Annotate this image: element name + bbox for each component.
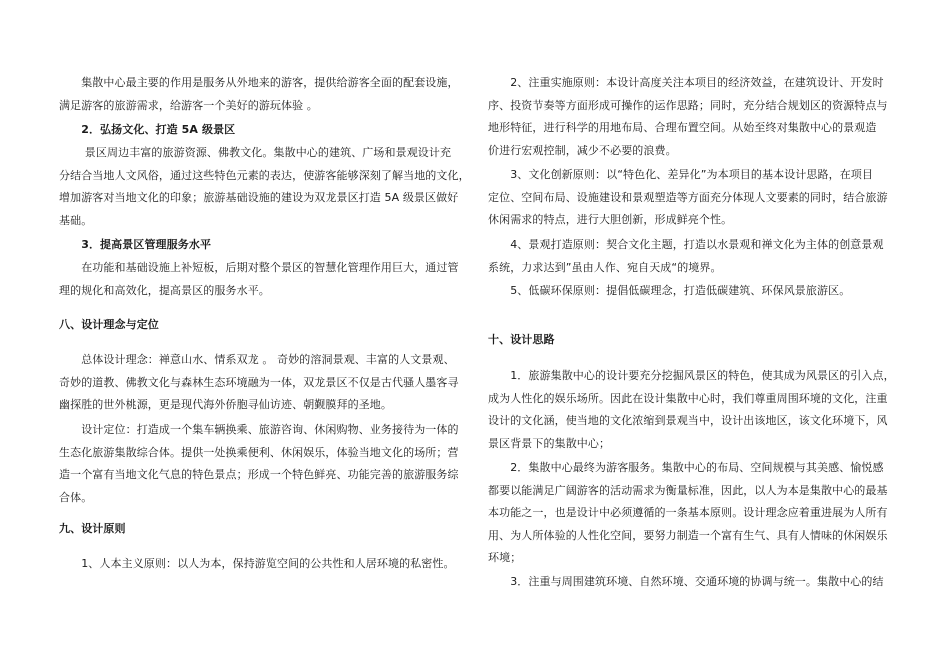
section-heading xyxy=(59,518,463,541)
text-line: 成为人性化的娱乐场所。因此在设计集散中心时，我们尊重周围环境的文化，注重 xyxy=(488,391,888,405)
text-line: 总体设计理念：禅意山水、情系双龙 。 奇妙的溶洞景观、丰富的人文景观、 xyxy=(59,353,455,366)
text-line: 序、投资节奏等方面形成可操作的运作思路；同时，充分结合规划区的资源特点与 xyxy=(488,98,888,112)
text-line: 理的规化和高效化，提高景区的服务水平。 xyxy=(59,283,270,297)
paragraph xyxy=(59,349,463,417)
text-line: 基础。 xyxy=(59,213,93,227)
paragraph xyxy=(488,571,893,594)
paragraph xyxy=(488,365,893,455)
text-line: 设计定位：打造成一个集车辆换乘、旅游咨询、休闲购物、业务接待为一体的 xyxy=(59,423,459,436)
text-line: 合体。 xyxy=(59,490,93,504)
text-line: 奇妙的道教、佛教文化与森林生态环境融为一体，双龙景区不仅是古代骚人墨客寻 xyxy=(59,375,459,389)
text-line: 4、景观打造原则：契合文化主题，打造以水景观和禅文化为主体的创意景观 xyxy=(488,238,884,251)
text-line: 3．注重与周围建筑环境、自然环境、交通环境的协调与统一。集散中心的结 xyxy=(488,575,884,588)
text-line: 造一个富有当地文化气息的特色景点；形成一个特色鲜亮、功能完善的旅游服务综 xyxy=(59,468,459,481)
text-line: 满足游客的旅游需求，给游客一个美好的游玩体验 。 xyxy=(59,98,318,112)
text-line: 1、人本主义原则：以人为本，保持游览空间的公共性和人居环境的私密性。 xyxy=(59,557,455,570)
text-line: 分结合当地人文风俗，通过这些特色元素的表达，使游客能够深刻了解当地的文化， xyxy=(59,168,470,182)
paragraph xyxy=(488,234,893,279)
paragraph xyxy=(59,142,470,232)
section-heading xyxy=(59,234,463,257)
text-line: 地形特征，进行科学的用地布局、合理布置空间。从始至终对集散中心的景观造 xyxy=(488,121,877,134)
text-line: 集散中心最主要的作用是服务从外地来的游客，提供给游客全面的配套设施， xyxy=(59,76,459,89)
text-line: 休闲需求的特点，进行大胆创新，形成鲜亮个性。 xyxy=(488,213,733,226)
paragraph xyxy=(59,257,463,302)
text-line: 景区背景下的集散中心； xyxy=(488,436,611,450)
paragraph xyxy=(59,553,463,576)
text-line: 增加游客对当地文化的印象；旅游基础设施的建设为双龙景区打造 5A 级景区做好 xyxy=(59,191,459,204)
text-line: 5、低碳环保原则：提倡低碳理念，打造低碳建筑、环保风景旅游区。 xyxy=(488,284,851,297)
text-line: 环境； xyxy=(488,551,522,564)
text-line: 价进行宏观控制，减少不必要的浪费。 xyxy=(488,143,677,157)
text-line: 3、文化创新原则：以“特色化、差异化”为本项目的基本设计思路，在项目 xyxy=(488,168,873,181)
section-heading xyxy=(59,314,463,337)
text-line: 生态化旅游集散综合体。提供一处换乘便利、休闲娱乐，体验当地文化的场所；营 xyxy=(59,445,459,459)
text-line: 本功能之一，也是设计中必须遵循的一条基本原则。设计理念应着重进展为人所有 xyxy=(488,506,888,519)
text-line: 定位、空间布局、设施建设和景观塑造等方面充分体现人文要素的同时，结合旅游 xyxy=(488,190,888,204)
text-line: 用、为人所体验的人性化空间，要努力制造一个富有生气、具有人情味的休闲娱乐 xyxy=(488,528,888,542)
text-line: 景区周边丰富的旅游资源、佛教文化。集散中心的建筑、广场和景观设计充 xyxy=(59,146,452,159)
text-line: 八、设计理念与定位 xyxy=(59,318,159,331)
text-line: 3．提高景区管理服务水平 xyxy=(59,238,212,251)
section-heading xyxy=(488,329,893,352)
paragraph xyxy=(488,280,893,303)
text-line: 设计的文化涵，使当地的文化浓缩到景观当中，设计出该地区，该文化环境下，风 xyxy=(488,414,888,427)
paragraph xyxy=(488,72,893,162)
text-line: 2、注重实施原则：本设计高度关注本项目的经济效益，在建筑设计、开发时 xyxy=(488,76,884,89)
text-line: 系统，力求达到”虽由人作、宛自天成“的境界。 xyxy=(488,260,722,274)
text-line: 都要以能满足广阔游客的活动需求为衡量标准，因此，以人为本是集散中心的最基 xyxy=(488,483,888,497)
text-line: 2．弘扬文化、打造 5A 级景区 xyxy=(59,123,236,136)
paragraph xyxy=(488,457,893,570)
section-heading xyxy=(59,119,463,142)
text-line: 2．集散中心最终为游客服务。集散中心的布局、空间规模与其美感、愉悦感 xyxy=(488,461,884,474)
text-line: 九、设计原则 xyxy=(59,522,126,535)
paragraph xyxy=(488,164,893,232)
text-line: 在功能和基础设施上补短板，后期对整个景区的智慧化管理作用巨大，通过管 xyxy=(59,261,459,274)
text-line: 十、设计思路 xyxy=(488,333,555,346)
paragraph xyxy=(59,419,463,509)
paragraph xyxy=(59,72,463,117)
text-line: 幽探胜的世外桃源，更是现代海外侨胞寻仙访迹、朝觐膜拜的圣地。 xyxy=(59,398,392,411)
text-line: 1．旅游集散中心的设计要充分挖掘风景区的特色，使其成为风景区的引入点， xyxy=(488,369,895,382)
